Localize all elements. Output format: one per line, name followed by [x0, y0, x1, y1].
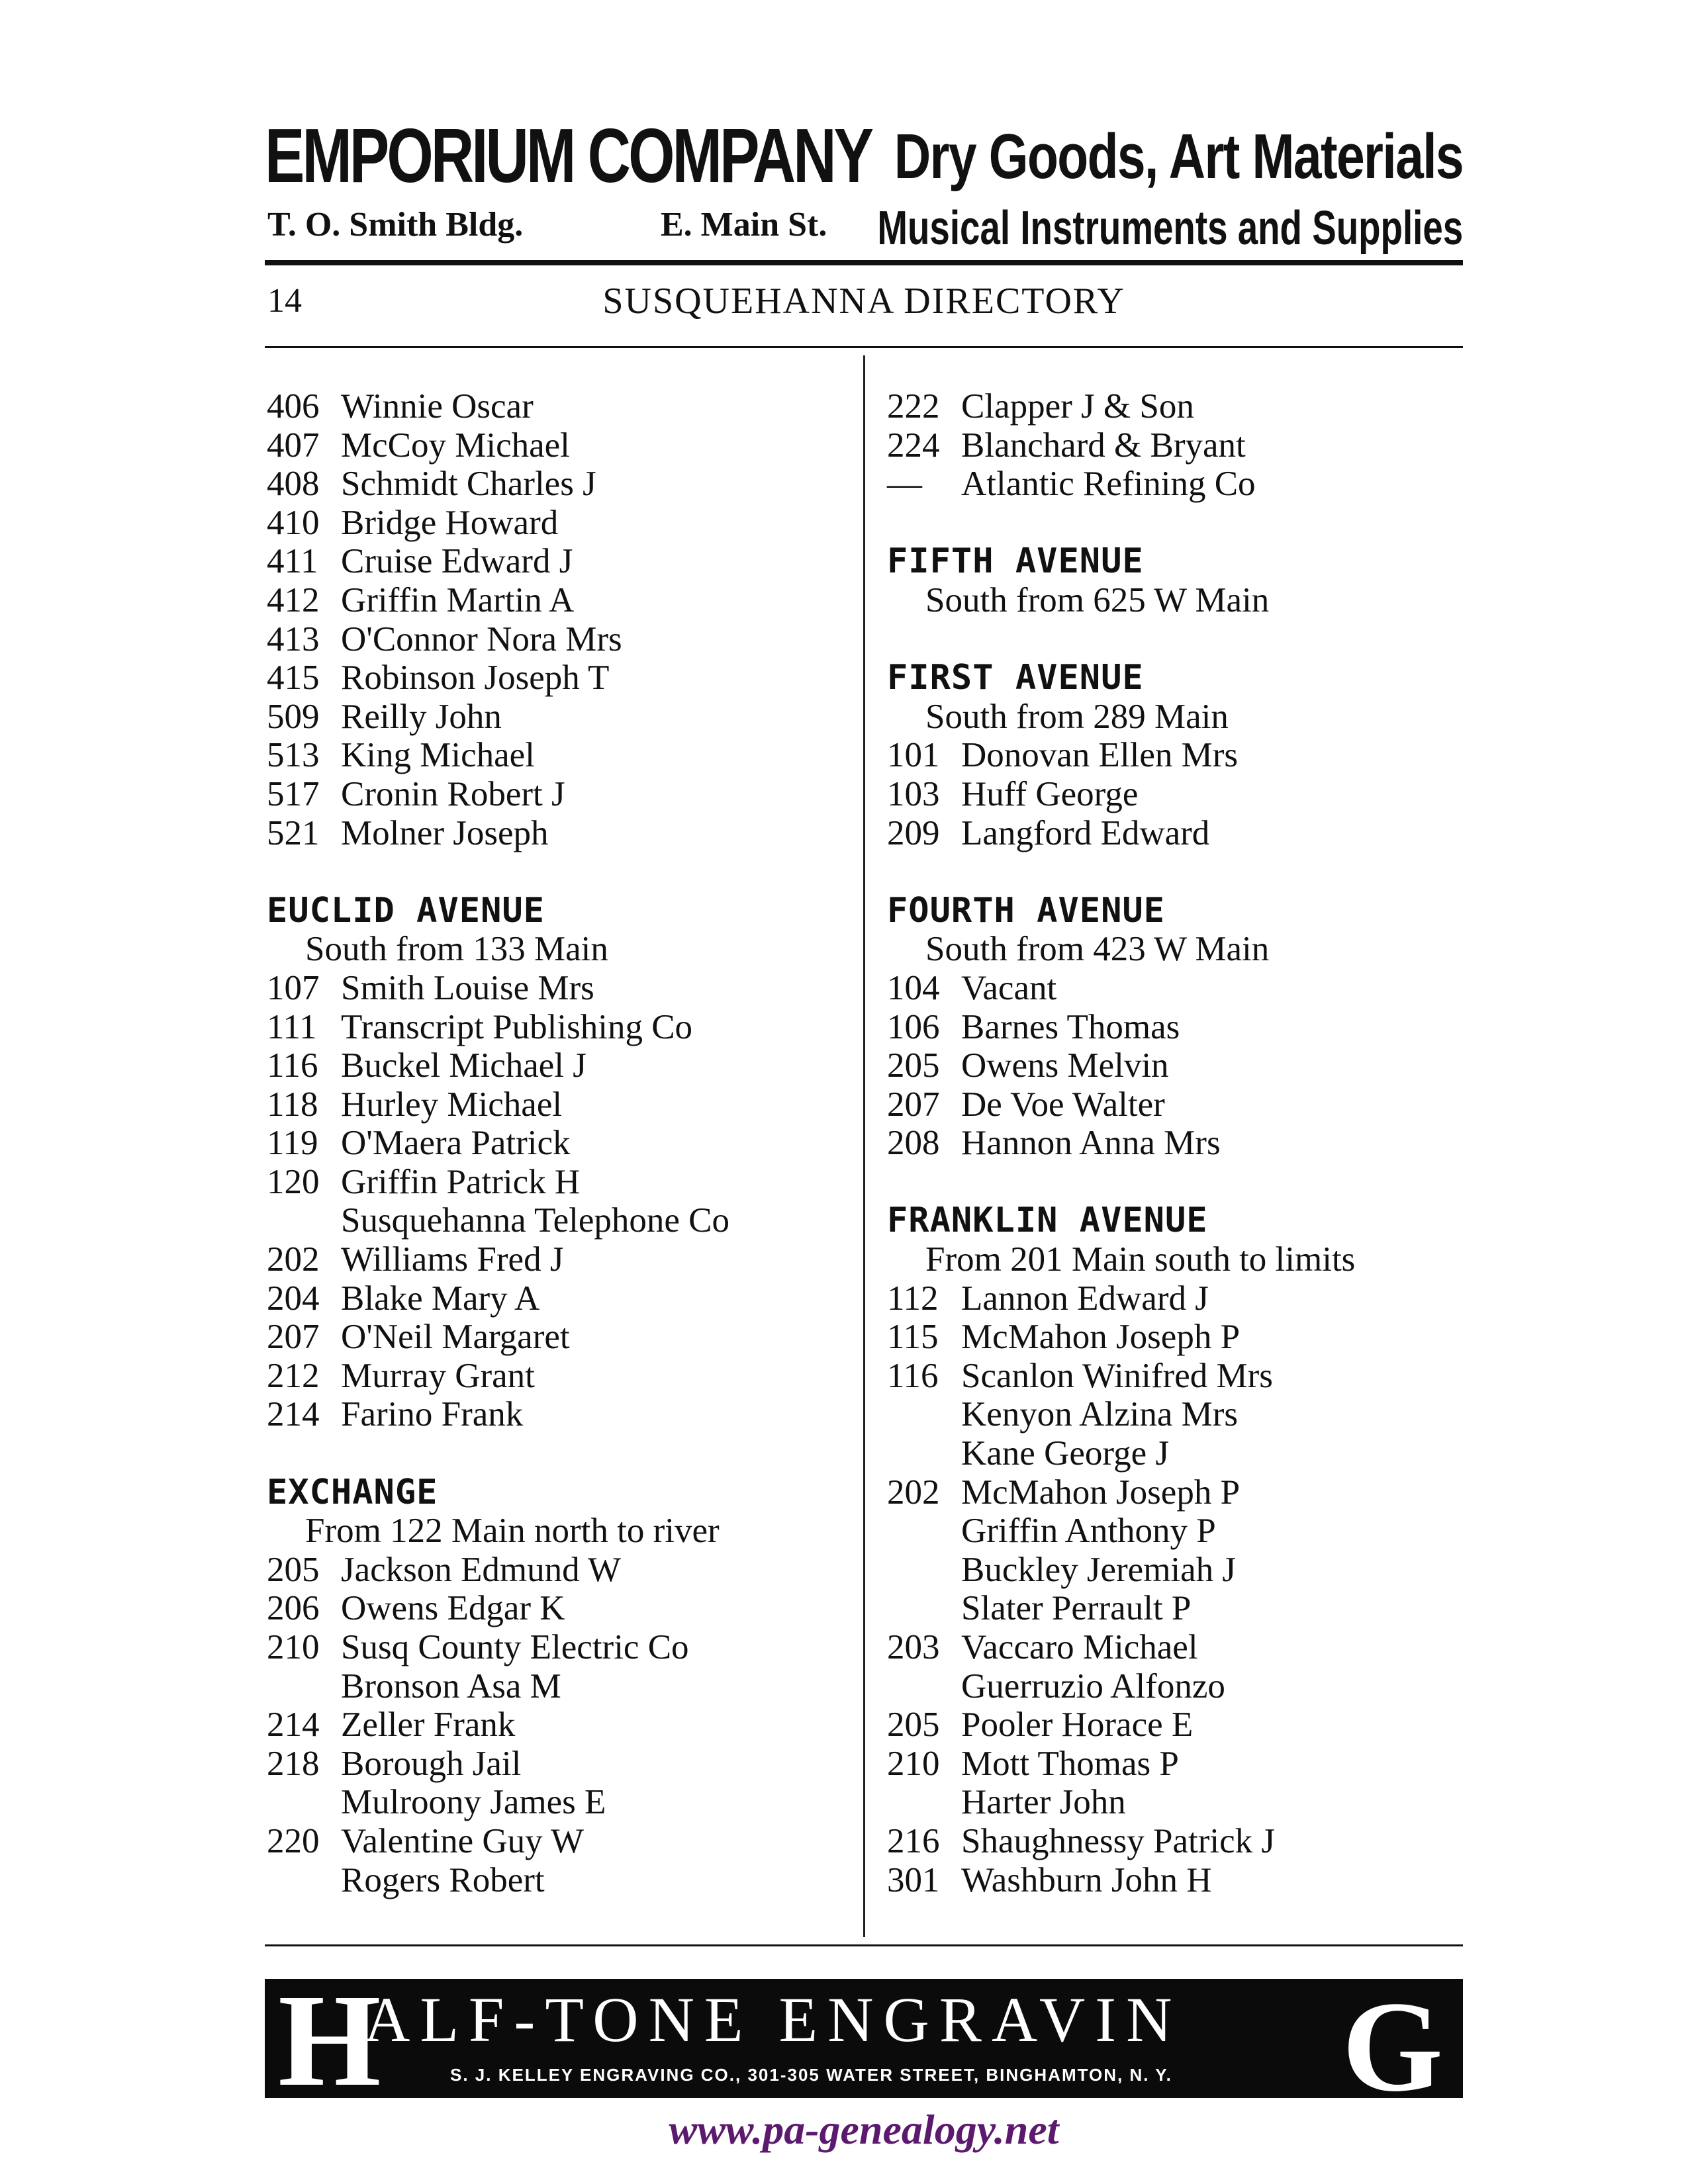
house-number: 214: [267, 1395, 320, 1434]
street-description: [887, 1240, 1470, 1279]
street-description: [267, 930, 849, 969]
resident-name: Kane George J: [961, 1434, 1169, 1473]
house-number: 210: [267, 1628, 320, 1666]
resident-name: Shaughnessy Patrick J: [961, 1821, 1276, 1860]
directory-entry: [267, 1318, 849, 1357]
resident-name: Atlantic Refining Co: [961, 465, 1256, 504]
directory-entry: [887, 1318, 1470, 1357]
street-heading: [267, 1473, 849, 1512]
house-number: 207: [887, 1085, 940, 1124]
resident-name: King Michael: [341, 736, 535, 775]
house-number: 209: [887, 813, 940, 852]
top-advertisement: [265, 109, 1463, 268]
directory-entry: [887, 1745, 1470, 1784]
house-number: 103: [887, 774, 940, 813]
house-number: 210: [887, 1744, 940, 1783]
running-title: SUSQUEHANNA DIRECTORY: [602, 281, 1125, 322]
directory-entry: [267, 387, 849, 426]
resident-name: Griffin Patrick H: [341, 1162, 581, 1201]
directory-entry: [267, 581, 849, 620]
house-number: 212: [267, 1356, 320, 1395]
house-number: 517: [267, 774, 320, 813]
house-number: 119: [267, 1124, 318, 1163]
directory-entry: [267, 1783, 849, 1822]
directory-entry: [267, 1628, 849, 1667]
resident-name: Harter John: [961, 1783, 1126, 1822]
resident-name: McMahon Joseph P: [961, 1318, 1241, 1357]
street-direction: South from 289 Main: [925, 697, 1229, 736]
street-heading: [887, 891, 1470, 931]
street-heading: [887, 542, 1470, 581]
house-number: 220: [267, 1821, 320, 1860]
resident-name: Buckley Jeremiah J: [961, 1550, 1237, 1589]
watermark-link[interactable]: www.pa-genealogy.net: [669, 2106, 1059, 2153]
directory-entry: [267, 1240, 849, 1279]
directory-entry: [267, 542, 849, 581]
street-name: FRANKLIN AVENUE: [887, 1201, 1208, 1241]
house-number: 222: [887, 387, 940, 426]
resident-name: Reilly John: [341, 697, 502, 736]
resident-name: De Voe Walter: [961, 1085, 1165, 1124]
directory-entry: [887, 1473, 1470, 1512]
street-direction: South from 625 W Main: [925, 580, 1270, 619]
spacer: [887, 620, 1470, 659]
ad-final-letter: G: [1342, 1975, 1443, 2118]
house-number: 521: [267, 813, 320, 852]
left-column: [267, 387, 849, 1899]
house-number: 407: [267, 426, 320, 465]
resident-name: Kenyon Alzina Mrs: [961, 1395, 1239, 1434]
advertiser-supplies: Musical Instruments and Supplies: [877, 202, 1463, 255]
street-direction: From 201 Main south to limits: [925, 1240, 1356, 1279]
directory-entry: [267, 1008, 849, 1047]
advertiser-name: EMPORIUM COMPANY: [265, 113, 872, 199]
resident-name: Molner Joseph: [341, 813, 549, 852]
house-number: —: [887, 465, 922, 504]
resident-name: Cronin Robert J: [341, 774, 565, 813]
resident-name: Rogers Robert: [341, 1860, 545, 1899]
resident-name: Blanchard & Bryant: [961, 426, 1246, 465]
resident-name: Williams Fred J: [341, 1240, 564, 1279]
house-number: 101: [887, 736, 940, 775]
directory-entry: [267, 504, 849, 543]
house-number: 408: [267, 465, 320, 504]
directory-entry: [267, 698, 849, 737]
resident-name: Smith Louise Mrs: [341, 968, 594, 1007]
street-description: [887, 930, 1470, 969]
spacer: [887, 504, 1470, 543]
resident-name: Guerruzio Alfonzo: [961, 1666, 1225, 1706]
directory-entry: [267, 1163, 849, 1202]
resident-name: Bridge Howard: [341, 503, 559, 542]
house-number: 206: [267, 1589, 320, 1628]
ad-initial-letter: H: [278, 1968, 381, 2114]
directory-entry: [267, 620, 849, 659]
directory-entry: [267, 1201, 849, 1240]
house-number: 107: [267, 968, 320, 1007]
house-number: 204: [267, 1279, 320, 1318]
resident-name: Susquehanna Telephone Co: [341, 1201, 730, 1240]
resident-name: McCoy Michael: [341, 426, 570, 465]
directory-entry: [267, 1046, 849, 1085]
advertiser-goods: Dry Goods, Art Materials: [894, 121, 1463, 192]
resident-name: Lannon Edward J: [961, 1279, 1209, 1318]
resident-name: Mulroony James E: [341, 1783, 606, 1822]
resident-name: Owens Melvin: [961, 1046, 1169, 1085]
spacer: [267, 852, 849, 891]
directory-entry: [887, 426, 1470, 465]
house-number: 509: [267, 697, 320, 736]
spacer: [887, 1163, 1470, 1202]
resident-name: Transcript Publishing Co: [341, 1007, 693, 1046]
directory-entry: [887, 1706, 1470, 1745]
house-number: 412: [267, 580, 320, 619]
directory-entry: [267, 1395, 849, 1434]
street-description: [887, 581, 1470, 620]
house-number: 203: [887, 1628, 940, 1666]
directory-entry: [267, 1085, 849, 1124]
house-number: 111: [267, 1007, 317, 1046]
directory-entry: [267, 969, 849, 1008]
street-direction: South from 133 Main: [305, 930, 608, 969]
street-name: FOURTH AVENUE: [887, 890, 1165, 931]
resident-name: Owens Edgar K: [341, 1589, 565, 1628]
street-direction: South from 423 W Main: [925, 930, 1270, 969]
house-number: 207: [267, 1318, 320, 1357]
street-name: EUCLID AVENUE: [267, 890, 545, 931]
directory-entry: [887, 1085, 1470, 1124]
house-number: 116: [887, 1356, 939, 1395]
resident-name: Farino Frank: [341, 1395, 524, 1434]
resident-name: Vacant: [961, 968, 1057, 1007]
street-direction: From 122 Main north to river: [305, 1512, 720, 1551]
directory-entry: [887, 1046, 1470, 1085]
directory-entry: [267, 1706, 849, 1745]
directory-entry: [887, 387, 1470, 426]
directory-entry: [887, 1783, 1470, 1822]
directory-entry: [887, 775, 1470, 814]
directory-entry: [887, 1279, 1470, 1318]
resident-name: Borough Jail: [341, 1744, 522, 1783]
resident-name: Barnes Thomas: [961, 1007, 1180, 1046]
house-number: 415: [267, 659, 320, 698]
house-number: 214: [267, 1706, 320, 1745]
advertiser-building: T. O. Smith Bldg.: [267, 206, 524, 244]
resident-name: O'Maera Patrick: [341, 1124, 571, 1163]
resident-name: Winnie Oscar: [341, 387, 534, 426]
house-number: 301: [887, 1860, 940, 1899]
directory-entry: [887, 1667, 1470, 1706]
resident-name: Valentine Guy W: [341, 1821, 584, 1860]
resident-name: Susq County Electric Co: [341, 1628, 689, 1666]
page-number: 14: [267, 282, 302, 320]
house-number: 120: [267, 1162, 320, 1201]
resident-name: Bronson Asa M: [341, 1666, 561, 1706]
directory-entry: [887, 1124, 1470, 1163]
street-name: FIRST AVENUE: [887, 658, 1144, 698]
house-number: 112: [887, 1279, 939, 1318]
resident-name: Slater Perrault P: [961, 1589, 1192, 1628]
directory-entry: [887, 1589, 1470, 1628]
house-number: 202: [267, 1240, 320, 1279]
directory-entry: [267, 736, 849, 775]
house-number: 205: [887, 1046, 940, 1085]
directory-entry: [267, 1589, 849, 1628]
resident-name: Blake Mary A: [341, 1279, 540, 1318]
house-number: 411: [267, 542, 318, 581]
house-number: 115: [887, 1318, 939, 1357]
directory-entry: [887, 1628, 1470, 1667]
directory-entry: [267, 1667, 849, 1706]
directory-entry: [887, 1512, 1470, 1551]
directory-entry: [887, 814, 1470, 853]
directory-entry: [267, 1357, 849, 1396]
ad-headline: ALF-TONE ENGRAVIN: [364, 1984, 1182, 2055]
directory-entry: [887, 1551, 1470, 1590]
resident-name: Schmidt Charles J: [341, 465, 596, 504]
resident-name: Griffin Anthony P: [961, 1512, 1216, 1551]
directory-entry: [887, 1434, 1470, 1473]
house-number: 202: [887, 1473, 940, 1512]
directory-entry: [267, 775, 849, 814]
directory-entry: [267, 1822, 849, 1861]
resident-name: Vaccaro Michael: [961, 1628, 1198, 1666]
directory-entry: [887, 736, 1470, 775]
resident-name: O'Connor Nora Mrs: [341, 619, 622, 659]
right-column: [887, 387, 1470, 1899]
house-number: 410: [267, 503, 320, 542]
resident-name: Mott Thomas P: [961, 1744, 1179, 1783]
directory-entry: [267, 814, 849, 853]
house-number: 406: [267, 387, 320, 426]
directory-entry: [887, 969, 1470, 1008]
resident-name: Huff George: [961, 774, 1139, 813]
resident-name: Robinson Joseph T: [341, 659, 610, 698]
house-number: 205: [887, 1706, 940, 1745]
house-number: 104: [887, 968, 940, 1007]
house-number: 413: [267, 619, 320, 659]
directory-entry: [267, 659, 849, 698]
advertiser-street: E. Main St.: [661, 206, 827, 244]
directory-entry: [887, 1008, 1470, 1047]
resident-name: Hurley Michael: [341, 1085, 563, 1124]
street-heading: [267, 891, 849, 931]
directory-entry: [887, 1395, 1470, 1434]
resident-name: Washburn John H: [961, 1860, 1212, 1899]
directory-entry: [887, 1357, 1470, 1396]
directory-entry: [267, 1279, 849, 1318]
resident-name: Langford Edward: [961, 813, 1210, 852]
resident-name: Clapper J & Son: [961, 387, 1194, 426]
street-heading: [887, 659, 1470, 698]
house-number: 513: [267, 736, 320, 775]
house-number: 116: [267, 1046, 318, 1085]
directory-entry: [887, 465, 1470, 504]
resident-name: Pooler Horace E: [961, 1706, 1194, 1745]
house-number: 106: [887, 1007, 940, 1046]
house-number: 224: [887, 426, 940, 465]
street-name: FIFTH AVENUE: [887, 541, 1144, 582]
resident-name: McMahon Joseph P: [961, 1473, 1241, 1512]
house-number: 216: [887, 1821, 940, 1860]
resident-name: Zeller Frank: [341, 1706, 516, 1745]
spacer: [267, 1434, 849, 1473]
resident-name: Cruise Edward J: [341, 542, 573, 581]
house-number: 208: [887, 1124, 940, 1163]
street-heading: [887, 1201, 1470, 1240]
bottom-advertisement: [265, 1968, 1463, 2118]
header-rule: [265, 346, 1463, 348]
spacer: [887, 852, 1470, 891]
house-number: 205: [267, 1550, 320, 1589]
street-name: EXCHANGE: [267, 1472, 438, 1512]
house-number: 218: [267, 1744, 320, 1783]
directory-entry: [267, 426, 849, 465]
directory-entry: [267, 1124, 849, 1163]
directory-entry: [267, 1861, 849, 1900]
directory-entry: [887, 1822, 1470, 1861]
street-description: [887, 698, 1470, 737]
resident-name: Murray Grant: [341, 1356, 535, 1395]
resident-name: Jackson Edmund W: [341, 1550, 621, 1589]
directory-entry: [267, 465, 849, 504]
directory-entry: [267, 1745, 849, 1784]
directory-entry: [887, 1861, 1470, 1900]
house-number: 118: [267, 1085, 318, 1124]
directory-entry: [267, 1551, 849, 1590]
column-divider: [863, 355, 865, 1937]
resident-name: Scanlon Winifred Mrs: [961, 1356, 1273, 1395]
resident-name: Buckel Michael J: [341, 1046, 586, 1085]
top-rule: [265, 260, 1463, 265]
footer-rule: [265, 1944, 1463, 1946]
street-description: [267, 1512, 849, 1551]
resident-name: O'Neil Margaret: [341, 1318, 570, 1357]
resident-name: Hannon Anna Mrs: [961, 1124, 1221, 1163]
resident-name: Donovan Ellen Mrs: [961, 736, 1239, 775]
resident-name: Griffin Martin A: [341, 580, 575, 619]
ad-address-line: S. J. KELLEY ENGRAVING CO., 301-305 WATER STREET, BINGHAMTON, N. Y.: [450, 2065, 1172, 2085]
